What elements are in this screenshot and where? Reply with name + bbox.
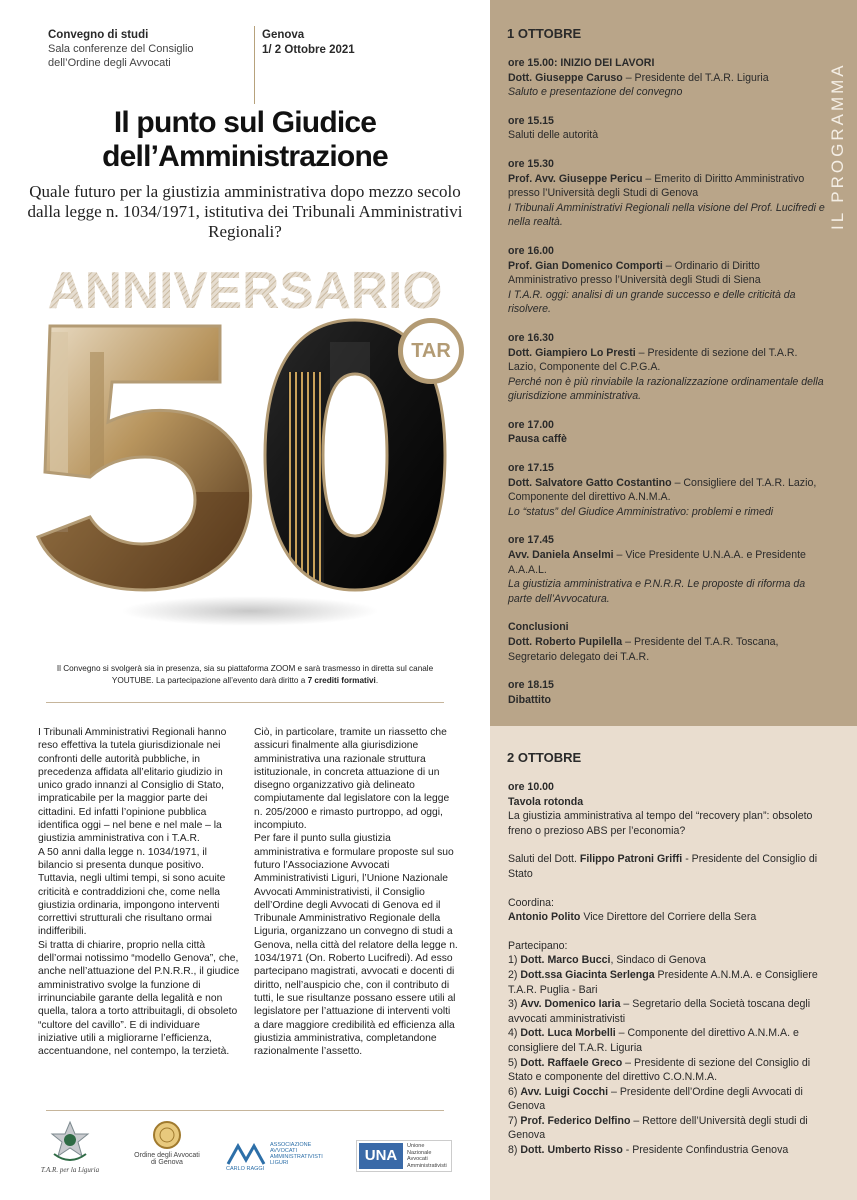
participation-note <box>40 663 450 687</box>
event-time: ore 17.45 <box>508 534 554 547</box>
participant <box>508 997 828 1026</box>
day2-title: Tavola rotonda <box>508 795 584 808</box>
event-time: ore 18.15 <box>508 679 554 692</box>
day2-heading: 2 OTTOBRE <box>507 750 582 765</box>
participant <box>508 1085 828 1114</box>
talk-title: Saluto e presentazione del convegno <box>508 86 683 99</box>
talk-title: I T.A.R. oggi: analisi di un grande successo e delle criticità da risolvere. <box>508 288 796 316</box>
note-end: . <box>375 676 379 685</box>
event-type: Convegno di studi <box>48 29 149 41</box>
participant-role: – Presidente di sezione del Consiglio di Stato e componente del direttivo C.O.N.M.A. <box>508 1056 811 1084</box>
participant <box>508 1026 828 1055</box>
participant <box>508 968 828 997</box>
participant <box>508 1056 828 1085</box>
event-date: 1/ 2 Ottobre 2021 <box>262 44 355 56</box>
event-time: Conclusioni <box>508 621 569 634</box>
participant-role: , Sindaco di Genova <box>610 954 706 967</box>
anniversary-word <box>45 262 445 316</box>
divider-top <box>46 702 444 703</box>
program-event <box>508 678 826 707</box>
program-event <box>508 533 826 606</box>
event-time: ore 15.15 <box>508 114 554 127</box>
day2-program <box>508 780 828 1158</box>
talk-title: I Tribunali Amministrativi Regionali nella visione del Prof. Lucifredi e nella realtà. <box>508 201 825 229</box>
speaker-name: Prof. Avv. Giuseppe Pericu <box>508 172 643 185</box>
anniversary-text: ANNIVERSARIO <box>47 262 443 316</box>
coord-label: Coordina: <box>508 896 554 909</box>
program-event <box>508 461 826 519</box>
speaker-name: Dott. Giuseppe Caruso <box>508 71 623 84</box>
aal-logo <box>226 1142 336 1172</box>
speaker-name: Dott. Roberto Pupilella <box>508 636 623 648</box>
aal-line-4: LIGURI <box>270 1160 289 1166</box>
tar-liguria-caption: T.A.R. per la Liguria <box>40 1166 100 1174</box>
day2-time: ore 10.00 <box>508 781 554 793</box>
program-event <box>508 114 826 143</box>
emblem-icon <box>50 1120 90 1164</box>
intro-paragraph: I Tribunali Amministrativi Regionali hanno reso effettiva la tutela giurisdizionale nei confronti delle autorità pubbliche, in precedenza affidata all’elitario giudizio in unico grado innanzi al Consiglio di Stato, impraticabile per la maggior parte dei cittadini. Ed infatti l’opinione pubblica identifica oggi – nel bene e nel male – la giustizia amministrativa con i T.A.R. <box>38 727 227 845</box>
event-speaker <box>508 71 826 86</box>
program-side-label: IL PROGRAMMA <box>828 62 847 230</box>
logos-row <box>0 1120 490 1190</box>
event-speaker <box>508 172 826 201</box>
event-text: Saluti delle autorità <box>508 129 599 142</box>
aal-line-5: CARLO RAGGI <box>226 1166 265 1172</box>
intro-paragraph: A 50 anni dalla legge n. 1034/1971, il bilancio si presenta dunque positivo. Tuttavia, negli ultimi tempi, si sono acuite criticità e contraddizioni che, come nella giustizia ordinaria, impongono interventi correttivi strutturali che risultano ormai indifferibili. <box>38 846 226 938</box>
greet-pre: Saluti del Dott. <box>508 853 580 866</box>
day1-program <box>508 56 826 721</box>
participant-name: Dott. Raffaele Greco <box>520 1056 623 1069</box>
unaa-logo <box>356 1140 452 1172</box>
participant-number: 3) <box>508 998 521 1011</box>
participant-role: – Presidente dell’Ordine degli Avvocati di Genova <box>508 1085 803 1113</box>
coord-name: Antonio Polito <box>508 911 581 924</box>
intro-paragraph: Si tratta di chiarire, proprio nella città dell’ormai notissimo “modello Genova”, che, anche nell’attuazione del P.N.R.R., il giudice amministrativo svolge la funzione di irrinunciabile garante della legalità e non quella, talora a torto attribuitagli, di obsoleto “cultore del cavillo”. E di individuare iniziative utili a migliorarne l’efficienza, accentuandone, nel contempo, la terzietà. <box>38 939 240 1058</box>
program-event <box>508 244 826 317</box>
speaker-role: – Consigliere del T.A.R. Lazio, Componente del direttivo A.N.M.A. <box>508 476 817 504</box>
speaker-name: Avv. Daniela Anselmi <box>508 549 614 562</box>
talk-title: Lo “status” del Giudice Amministrativo: problemi e rimedi <box>508 505 774 518</box>
talk-title: Perché non è più rinviabile la razionalizzazione ordinamentale della giurisdizione amministrativa. <box>508 375 824 403</box>
page-title <box>20 106 470 174</box>
speaker-role: – Presidente del T.A.R. Liguria <box>622 71 769 84</box>
participant-name: Avv. Domenico Iaria <box>520 998 621 1011</box>
greet-post: - Presidente del Consiglio di Stato <box>508 853 818 880</box>
speaker-role: – Ordinario di Diritto Amministrativo presso l’Università degli Studi di Siena <box>508 259 761 287</box>
program-event <box>508 157 826 230</box>
unaa-line-4: Amministrativisti <box>407 1162 447 1169</box>
unaa-line-1: Unione <box>407 1143 425 1149</box>
greetings <box>508 852 828 881</box>
tar-badge: TAR <box>398 318 464 384</box>
participant <box>508 1143 828 1158</box>
seal-icon <box>152 1120 182 1150</box>
header-divider <box>254 26 255 104</box>
participant-name: Dott. Luca Morbelli <box>520 1027 616 1040</box>
participant-name: Avv. Luigi Cocchi <box>520 1085 609 1098</box>
event-city: Genova <box>262 29 305 41</box>
participant-number: 5) <box>508 1056 521 1069</box>
coordinator <box>508 910 828 925</box>
event-speaker <box>508 259 826 288</box>
event-info <box>48 28 248 70</box>
speaker-name: Dott. Salvatore Gatto Costantino <box>508 476 672 489</box>
participants-label: Partecipano: <box>508 939 568 952</box>
program-event <box>508 331 826 404</box>
credits: 7 crediti formativi <box>307 676 376 685</box>
participant-number: 8) <box>508 1144 521 1157</box>
participant-role: Presidente A.N.M.A. e Consigliere T.A.R. Puglia - Bari <box>508 968 818 996</box>
participant-number: 2) <box>508 968 521 981</box>
unaa-mark: UNA <box>359 1143 403 1169</box>
subtitle: Quale futuro per la giustizia amministrativa dopo mezzo secolo dalla legge n. 1034/1971, istitutiva dei Tribunali Amministrativi Regionali? <box>27 182 463 241</box>
speaker-role: – Emerito di Diritto Amministrativo presso l’Università degli Studi di Genova <box>508 172 805 200</box>
participant <box>508 1114 828 1143</box>
fifty-graphic <box>30 312 450 592</box>
participant-role: – Segretario della Società toscana degli avvocati amministrativisti <box>508 998 811 1025</box>
greet-name: Filippo Patroni Griffi <box>579 853 683 866</box>
aal-mark-icon <box>226 1142 266 1166</box>
title-line-1: Il punto sul Giudice <box>113 106 377 139</box>
venue-line-1: Sala conferenze del Consiglio <box>48 43 194 55</box>
ordine-line-2: di Genova <box>151 1159 183 1166</box>
participant-name: Dott. Marco Bucci <box>520 954 611 967</box>
participant-number: 4) <box>508 1027 521 1040</box>
intro-paragraph: Ciò, in particolare, tramite un riassetto che assicuri finalmente alla giurisdizione amministrativa una razionale struttura istituzionale, in concreta attuazione di un disegno organizzativo già delineato compiutamente dal legislatore con la legge n. 205/2000 e rimasto purtroppo, ad oggi, incompiuto. <box>254 727 450 832</box>
tar-liguria-logo <box>40 1120 100 1174</box>
event-time: ore 17.00 <box>508 418 554 431</box>
talk-title: La giustizia amministrativa e P.N.R.R. Le proposte di riforma da parte dell’Avvocatura. <box>508 578 806 605</box>
participant-number: 1) <box>508 954 521 967</box>
event-label: Pausa caffè <box>508 433 567 446</box>
graphic-shadow <box>120 596 380 626</box>
five-digit <box>30 312 260 592</box>
program-event <box>508 56 826 100</box>
event-time: ore 15.30 <box>508 157 554 170</box>
intro-column-2 <box>254 726 458 1058</box>
speaker-role: – Presidente del T.A.R. Toscana, Segretario delegato dei T.A.R. <box>508 636 779 663</box>
participant-role: - Presidente Confindustria Genova <box>622 1144 789 1157</box>
event-date-block <box>262 28 392 58</box>
speaker-role: – Vice Presidente U.N.A.A. e Presidente A.A.A.L. <box>508 549 806 576</box>
intro-paragraph: Per fare il punto sulla giustizia amministrativa e formulare proposte sul suo futuro l’Associazione Avvocati Amministrativisti Liguri, l’Unione Nazionale Avvocati Amministrativisti, il Consiglio dell’Ordine degli Avvocati di Genova ed il Tribunale Amministrativo Regionale della Liguria, organizzano un convegno di studi a Genova, nella città del relatore della legge n. 1034/1971 (On. Roberto Lucifredi). Ad esso partecipano magistrati, avvocati e docenti di diritto, nell’auspicio che, con il contributo di tutti, le sue risultanze possano essere utili al legislatore per l’attuazione di interventi volti a dare maggiore credibilità ed efficienza alla giustizia amministrativa, completandone razionalmente l’assetto. <box>254 833 458 1058</box>
event-label: Dibattito <box>508 693 551 706</box>
aal-line-3: AMMINISTRATIVISTI <box>270 1154 323 1160</box>
venue-line-2: dell’Ordine degli Avvocati <box>48 57 171 69</box>
participant-role: – Rettore dell’Università degli studi di Genova <box>508 1114 808 1142</box>
participant-name: Prof. Federico Delfino <box>520 1114 631 1127</box>
participant <box>508 953 828 968</box>
event-speaker <box>508 346 826 375</box>
note-text: Il Convegno si svolgerà sia in presenza, sia su piattaforma ZOOM e sarà trasmesso in diretta sul canale YOUTUBE. La partecipazione all’evento darà diritto a <box>56 664 434 685</box>
event-time: ore 17.15 <box>508 462 554 475</box>
program-event <box>508 418 826 447</box>
speaker-name: Dott. Giampiero Lo Presti <box>508 346 636 359</box>
participant-name: Dott.ssa Giacinta Serlenga <box>520 968 655 981</box>
speaker-role: – Presidente di sezione del T.A.R. Lazio, Componente del C.P.G.A. <box>508 346 798 374</box>
participant-role: – Componente del direttivo A.N.M.A. e consigliere del T.A.R. Liguria <box>508 1027 799 1054</box>
aal-line-2: AVVOCATI <box>270 1148 297 1154</box>
coord-role: Vice Direttore del Corriere della Sera <box>580 911 757 924</box>
unaa-line-3: Avvocati <box>407 1156 428 1162</box>
participants-list <box>508 953 828 1157</box>
event-speaker <box>508 476 826 505</box>
fifty-number: 50 <box>30 312 32 313</box>
event-time: ore 16.30 <box>508 331 554 344</box>
participant-name: Dott. Umberto Risso <box>520 1144 623 1157</box>
ordine-line-1: Ordine degli Avvocati <box>134 1152 200 1159</box>
intro-column-1 <box>38 726 240 1058</box>
day2-question: La giustizia amministrativa al tempo del “recovery plan”: obsoleto freno o prezioso ABS per l’economia? <box>508 810 813 837</box>
aal-line-1: ASSOCIAZIONE <box>270 1142 312 1148</box>
participant-number: 7) <box>508 1114 521 1127</box>
event-speaker <box>508 635 826 664</box>
event-speaker <box>508 548 826 577</box>
event-time: ore 16.00 <box>508 244 554 257</box>
divider-bottom <box>46 1110 444 1111</box>
title-line-2: dell’Amministrazione <box>102 140 388 173</box>
unaa-line-2: Nazionale <box>407 1149 432 1156</box>
event-time: ore 15.00: INIZIO DEI LAVORI <box>508 57 655 69</box>
speaker-name: Prof. Gian Domenico Comporti <box>508 259 663 272</box>
participant-number: 6) <box>508 1085 521 1098</box>
program-event <box>508 620 826 664</box>
ordine-avvocati-logo <box>132 1120 202 1166</box>
day1-heading: 1 OTTOBRE <box>507 26 582 41</box>
